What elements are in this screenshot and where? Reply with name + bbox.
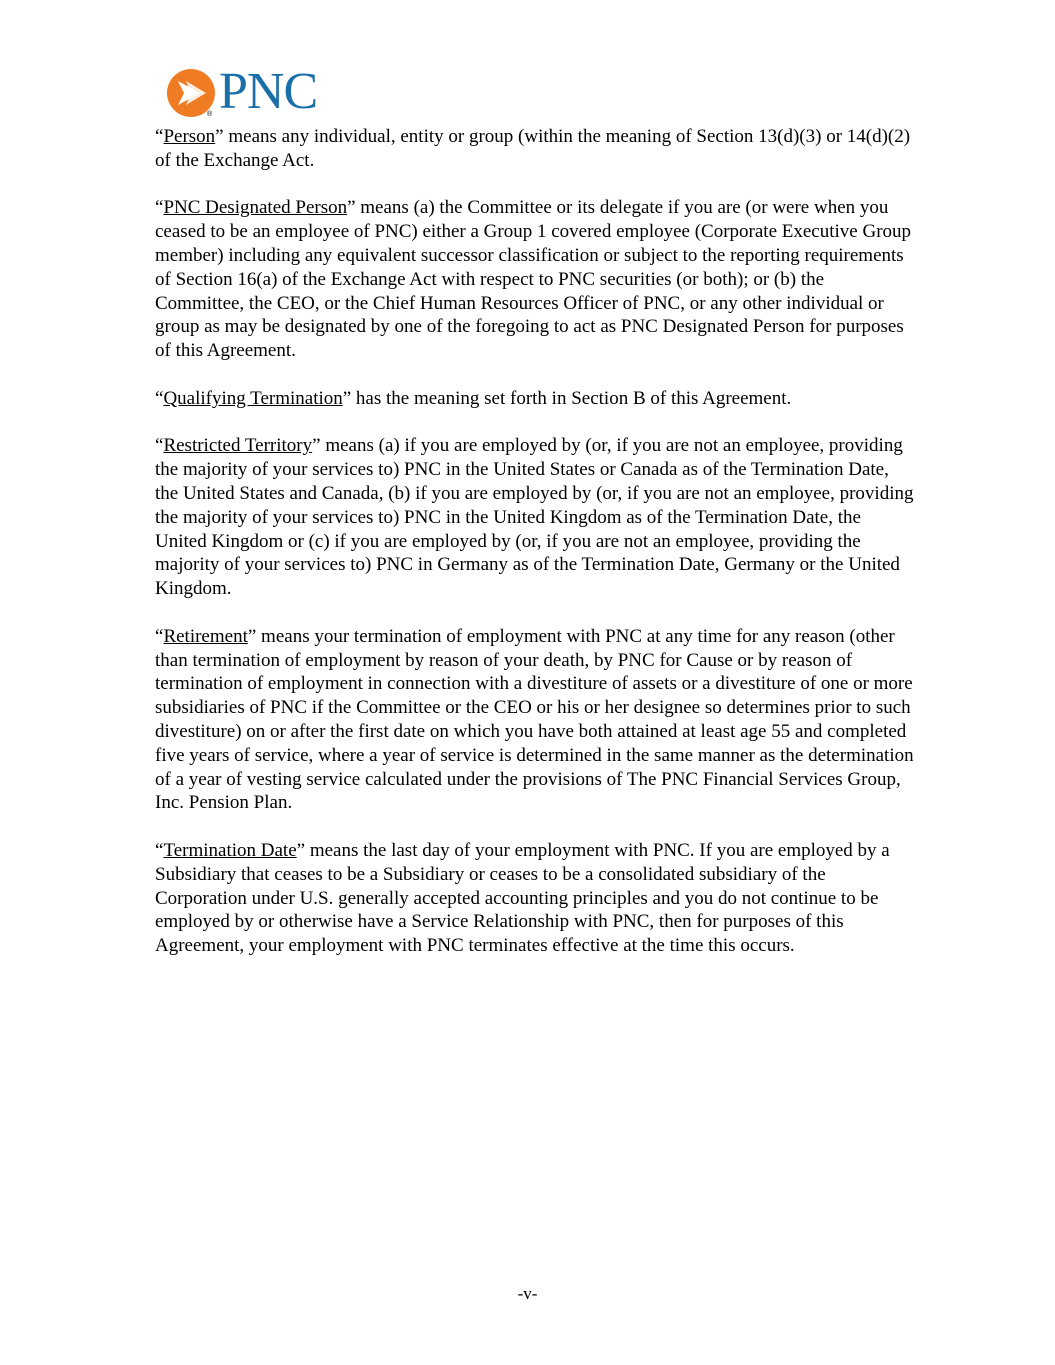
definition-qualifying-termination [155, 387, 915, 411]
pnc-logo [166, 63, 341, 120]
definition-person [155, 125, 915, 173]
open-quote: “ [155, 839, 164, 861]
definition-text: ” has the meaning set forth in Section B of this Agreement. [342, 387, 792, 409]
defined-term: Person [163, 126, 216, 147]
definition-retirement [155, 625, 915, 815]
open-quote: “ [155, 625, 164, 647]
defined-term: Termination Date [163, 839, 297, 861]
registered-mark: ® [207, 111, 213, 118]
definition-text: ” means any individual, entity or group (within the meaning of Section 13(d)(3) or 14(d)(2) of the Exchange Act. [155, 126, 911, 171]
pnc-logo-text: PNC [219, 63, 318, 120]
definition-text: ” means (a) if you are employed by (or, if you are not an employee, providing the majority of your services to) PNC in the United States or Canada as of the Termination Date, the United States and Canada, (b) if you are employed by (or, if you are not an employee, providing the majority of your services to) PNC in the United Kingdom as of the Termination Date, the United Kingdom or (c) if you are employed by (or, if you are not an employee, providing the majority of your services to) PNC in Germany as of the Termination Date, Germany or the United Kingdom. [155, 435, 914, 600]
definition-text: ” means the last day of your employment with PNC. If you are employed by a Subsidiary that ceases to be a Subsidiary or ceases to be a consolidated subsidiary of the Corporation under U.S. generally accepted accounting principles and you do not continue to be employed by or otherwise have a Service Relationship with PNC, then for purposes of this Agreement, your employment with PNC terminates effective at the time this occurs. [155, 839, 890, 957]
definition-text: ” means (a) the Committee or its delegate if you are (or were when you ceased to be an employee of PNC) either a Group 1 covered employee (Corporate Executive Group member) including any equivalent successor classification or subject to the reporting requirements of Section 16(a) of the Exchange Act with respect to PNC securities (or both); or (b) the Committee, the CEO, or the Chief Human Resources Officer of PNC, or any other individual or group as may be designated by one of the foregoing to act as PNC Designated Person for purposes of this Agreement. [155, 197, 912, 362]
open-quote: “ [155, 197, 164, 219]
defined-term: Qualifying Termination [163, 387, 343, 409]
defined-term: Retirement [163, 625, 248, 647]
open-quote: “ [155, 435, 164, 457]
definition-pnc-designated-person [155, 196, 915, 363]
open-quote: “ [155, 126, 164, 147]
definition-restricted-territory [155, 434, 915, 601]
defined-term: Restricted Territory [163, 435, 313, 457]
definition-termination-date [155, 839, 915, 958]
open-quote: “ [155, 387, 164, 409]
definition-text: ” means your termination of employment with PNC at any time for any reason (other than termination of employment by reason of your death, by PNC for Cause or by reason of termination of employment in connection with a divestiture of assets or a divestiture of one or more subsidiaries of PNC if the Committee or the CEO or his or her designee so determines prior to such divestiture) on or after the first date on which you have both attained at least age 55 and completed five years of service, where a year of service is determined in the same manner as the determination of a year of vesting service calculated under the provisions of The PNC Financial Services Group, Inc. Pension Plan. [155, 625, 914, 814]
page-number: -v- [517, 1284, 538, 1303]
defined-term: PNC Designated Person [163, 197, 348, 219]
definitions-body [155, 125, 915, 982]
